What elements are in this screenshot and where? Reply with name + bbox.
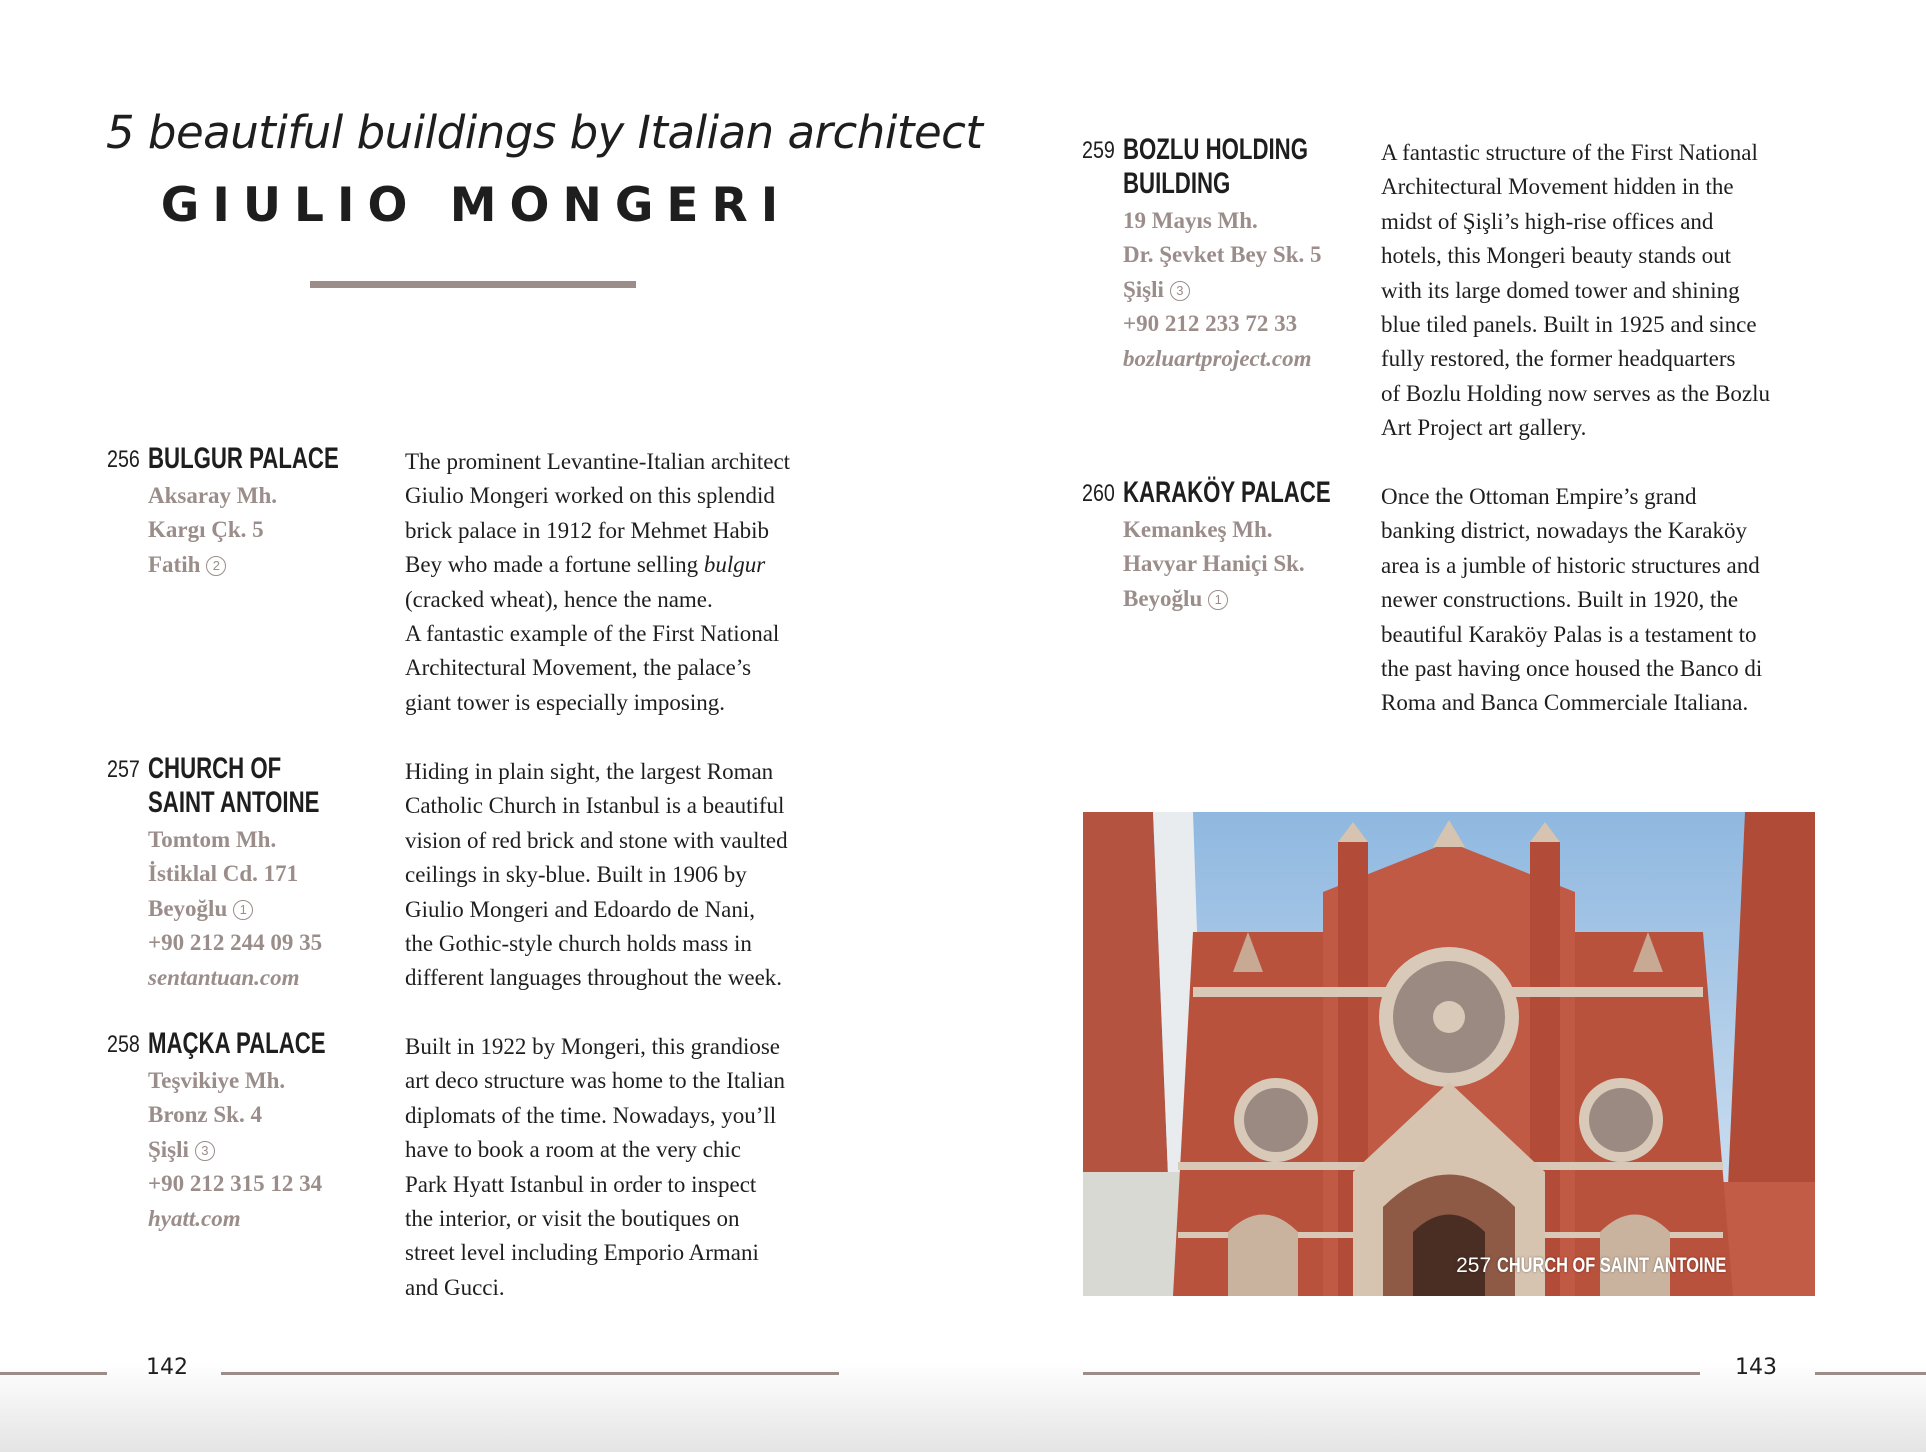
entry-address (148, 1064, 322, 1236)
bottom-shadow (0, 1362, 1926, 1452)
entry-website-link[interactable]: hyatt.com (148, 1205, 241, 1231)
entry-name: BOZLU HOLDING (1123, 133, 1308, 166)
church-photo (1083, 812, 1815, 1296)
zone-badge-icon: 1 (233, 900, 253, 920)
address-line: Bronz Sk. 4 (148, 1102, 262, 1128)
entry-number: 256 (107, 446, 140, 473)
address-line: İstiklal Cd. 171 (148, 861, 299, 887)
entry-name: BULGUR PALACE (148, 442, 339, 475)
title-divider (310, 281, 636, 288)
entry-address (148, 479, 277, 582)
footer-rule-right-outer (1815, 1372, 1926, 1375)
address-district: Beyoğlu 1 (1123, 582, 1305, 616)
entry-website-link[interactable]: sentantuan.com (148, 964, 300, 990)
entry-phone: +90 212 315 12 34 (148, 1171, 323, 1197)
church-illustration (1083, 812, 1815, 1296)
zone-badge-icon: 2 (206, 556, 226, 576)
entry-phone: +90 212 233 72 33 (1123, 311, 1298, 337)
address-district: Beyoğlu 1 (148, 892, 322, 926)
address-district: Şişli 3 (1123, 273, 1322, 307)
zone-badge-icon: 1 (1208, 590, 1228, 610)
address-line: 19 Mayıs Mh. (1123, 208, 1258, 233)
entry-number: 258 (107, 1031, 140, 1058)
entry-address (1123, 204, 1322, 376)
entry-name-line-2: BUILDING (1123, 167, 1231, 200)
address-line: Kemankeş Mh. (1123, 517, 1273, 542)
address-line: Aksaray Mh. (148, 483, 278, 508)
entry-number: 257 (107, 756, 140, 783)
entry-address (1123, 513, 1305, 616)
photo-caption-number: 257 (1456, 1254, 1492, 1277)
entry-number: 260 (1082, 480, 1115, 507)
entry-name: MAÇKA PALACE (148, 1027, 326, 1060)
italic-term: bulgur (703, 552, 766, 578)
entry-address (148, 823, 322, 995)
entry-website-link[interactable]: bozluartproject.com (1123, 345, 1312, 371)
title-architect-name: GIULIO MONGERI (160, 178, 792, 233)
page-number-left: 142 (146, 1355, 188, 1380)
entry-description: A fantastic structure of the First National Architectural Movement hidden in the midst of Şişli’s high-rise offices and hotels, this Mongeri beauty stands out with its large domed tower and shining blue tiled panels. Built in 1925 and since fully restored, the former headquarters of Bozlu Holding now serves as the Bozlu Art Project art gallery. (1381, 140, 1771, 441)
entry-name: KARAKÖY PALACE (1123, 476, 1331, 509)
zone-badge-icon: 3 (195, 1141, 215, 1161)
footer-rule-left (221, 1372, 839, 1375)
address-district: Fatih 2 (148, 548, 277, 582)
address-line: Tomtom Mh. (148, 827, 277, 852)
photo-caption-title: CHURCH OF SAINT ANTOINE (1497, 1254, 1727, 1277)
photo-caption (1456, 1254, 1791, 1278)
title-subtitle: 5 beautiful buildings by Italian architect (106, 106, 983, 159)
entry-description: The prominent Levantine-Italian architect Giulio Mongeri worked on this splendid brick palace in 1912 for Mehmet Habib Bey who made a fortune selling bulgur (cracked wheat), hence the name. A fantastic example of the First National Architectural Movement, the palace’s giant tower is especially imposing. (405, 449, 791, 715)
entry-number: 259 (1082, 137, 1115, 164)
entry-name-line-2: SAINT ANTOINE (148, 786, 320, 819)
page-number-right: 143 (1735, 1355, 1777, 1380)
address-district: Şişli 3 (148, 1133, 322, 1167)
footer-rule-right (1083, 1372, 1700, 1375)
entry-description: Once the Ottoman Empire’s grand banking district, nowadays the Karaköy area is a jumble of historic structures and newer constructions. Built in 1920, the beautiful Karaköy Palas is a testament to the past having once housed the Banco di Roma and Banca Commerciale Italiana. (1381, 484, 1763, 716)
entry-description: Hiding in plain sight, the largest Roman Catholic Church in Istanbul is a beautiful vision of red brick and stone with vaulted ceilings in sky-blue. Built in 1906 by Giulio Mongeri and Edoardo de Nani, the Gothic-style church holds mass in different languages throughout the week. (405, 759, 788, 991)
address-line: Havyar Haniçi Sk. (1123, 551, 1305, 577)
footer-rule-left-outer (0, 1372, 107, 1375)
entry-description: Built in 1922 by Mongeri, this grandiose art deco structure was home to the Italian diplomats of the time. Nowadays, you’ll have to book a room at the very chic Park Hyatt Istanbul in order to inspect the interior, or visit the boutiques on street level including Emporio Armani and Gucci. (405, 1034, 785, 1300)
address-line: Teşvikiye Mh. (148, 1068, 286, 1093)
address-line: Dr. Şevket Bey Sk. 5 (1123, 242, 1322, 268)
entry-name: CHURCH OF (148, 752, 282, 785)
entry-phone: +90 212 244 09 35 (148, 930, 323, 956)
zone-badge-icon: 3 (1170, 281, 1190, 301)
address-line: Kargı Çk. 5 (148, 517, 264, 543)
